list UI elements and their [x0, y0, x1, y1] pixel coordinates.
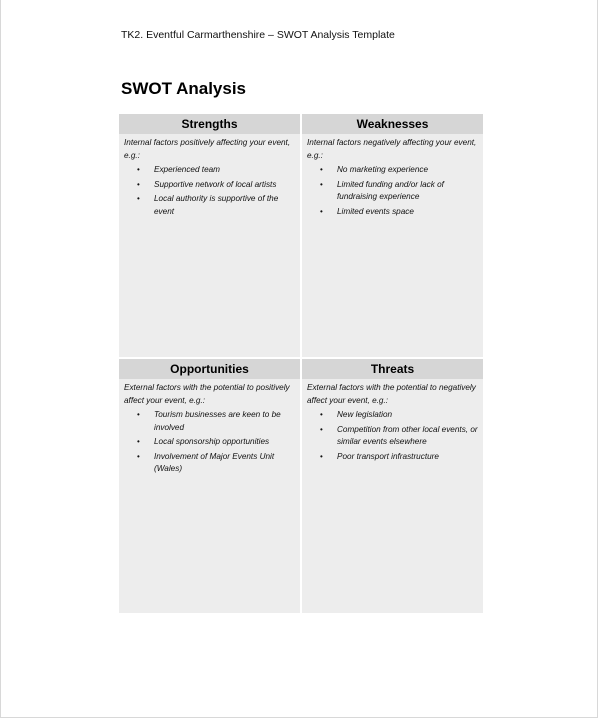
bullet-icon: • [320, 410, 323, 419]
bullet-icon: • [137, 451, 140, 461]
strengths-quadrant [119, 114, 300, 357]
opportunities-quadrant [119, 359, 300, 613]
document-title: SWOT Analysis [121, 79, 247, 98]
threats-quadrant [302, 359, 483, 613]
bullet-icon: • [137, 437, 140, 446]
threats-heading: Threats [302, 359, 483, 379]
list-item: • Involvement of Major Events Unit (Wales) [137, 451, 275, 473]
threats-list [307, 409, 478, 463]
weaknesses-intro: Internal factors negatively affecting your event, e.g.: [307, 138, 477, 160]
weaknesses-quadrant [302, 114, 483, 357]
strengths-heading: Strengths [119, 114, 300, 134]
strengths-body [119, 134, 300, 220]
running-header: TK2. Eventful Carmarthenshire – SWOT Analysis Template [121, 29, 395, 41]
bullet-icon: • [137, 165, 140, 174]
list-item: • New legislation [307, 409, 478, 422]
list-item: • Limited events space [307, 206, 478, 219]
threats-body [302, 379, 483, 465]
opportunities-body [119, 379, 300, 478]
opportunities-heading: Opportunities [119, 359, 300, 379]
bullet-icon: • [320, 451, 323, 461]
opportunities-intro: External factors with the potential to positively affect your event, e.g.: [124, 383, 290, 405]
opportunities-list [124, 409, 295, 476]
strengths-list [124, 164, 295, 218]
bullet-icon: • [320, 206, 323, 216]
bullet-icon: • [320, 424, 323, 434]
list-item: • Experienced team [124, 164, 295, 177]
weaknesses-heading: Weaknesses [302, 114, 483, 134]
list-item: • No marketing experience [307, 164, 478, 177]
bullet-icon: • [137, 410, 140, 419]
list-item: • Local sponsorship opportunities [124, 436, 295, 449]
threats-intro: External factors with the potential to negatively affect your event, e.g.: [307, 383, 476, 405]
bullet-icon: • [320, 179, 323, 189]
list-item: • Tourism businesses are keen to be involved [137, 410, 281, 432]
weaknesses-body [302, 134, 483, 220]
list-item: • Supportive network of local artists [124, 179, 295, 192]
weaknesses-list [307, 164, 478, 218]
list-item: • Limited funding and/or lack of fundraising experience [320, 179, 444, 201]
list-item: • Competition from other local events, or similar events elsewhere [320, 424, 478, 446]
list-item: • Poor transport infrastructure [307, 451, 478, 464]
strengths-intro: Internal factors positively affecting your event, e.g.: [124, 138, 291, 160]
bullet-icon: • [320, 165, 323, 174]
swot-table [119, 114, 484, 614]
bullet-icon: • [137, 179, 140, 189]
list-item: • Local authority is supportive of the event [137, 194, 279, 216]
bullet-icon: • [137, 194, 140, 203]
